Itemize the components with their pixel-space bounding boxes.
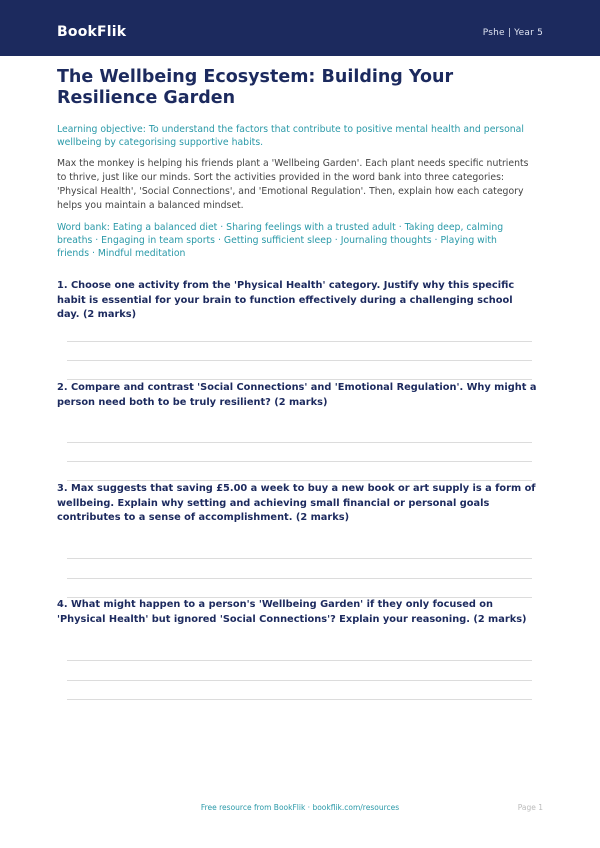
learning-objective: Learning objective: To understand the factors that contribute to positive mental health and personal wellbeing by categorising supportive habits. xyxy=(57,124,524,148)
answer-line[interactable] xyxy=(67,442,532,443)
answer-line[interactable] xyxy=(67,660,532,661)
page-number: Page 1 xyxy=(517,803,543,812)
answer-line[interactable] xyxy=(67,680,532,681)
question-2: 2. Compare and contrast 'Social Connections' and 'Emotional Regulation'. Why might a person need both to be truly resilient? (2 marks) xyxy=(57,382,537,408)
answer-line[interactable] xyxy=(67,360,532,361)
answer-line[interactable] xyxy=(67,578,532,579)
question-1: 1. Choose one activity from the 'Physical Health' category. Justify why this specific habit is essential for your brain to function effectively during a challenging school day. (2 marks) xyxy=(57,280,515,320)
question-4: 4. What might happen to a person's 'Wellbeing Garden' if they only focused on 'Physical Health' but ignored 'Social Connections'? Explain your reasoning. (2 marks) xyxy=(57,599,527,625)
subject-year-label: Pshe | Year 5 xyxy=(482,28,543,38)
answer-line[interactable] xyxy=(67,379,532,380)
question-3: 3. Max suggests that saving £5.00 a week to buy a new book or art supply is a form of wellbeing. Explain why setting and achieving small financial or personal goals contributes to a sense of accomplishment. (2 marks) xyxy=(57,483,536,523)
worksheet-title: The Wellbeing Ecosystem: Building Your Resilience Garden xyxy=(57,67,454,108)
answer-line[interactable] xyxy=(67,480,532,481)
footer-resource-link[interactable]: Free resource from BookFlik · bookflik.com/resources xyxy=(200,803,400,812)
intro-paragraph: Max the monkey is helping his friends plant a 'Wellbeing Garden'. Each plant needs specific nutrients to thrive, just like our minds. Sort the activities provided in the word bank into three categories: 'Physical Health', 'Social Connections', and 'Emotional Regulation'. Then, explain how each category helps you maintain a balanced mindset. xyxy=(57,158,529,211)
brand-logo[interactable]: BookFlik xyxy=(57,24,127,40)
answer-line[interactable] xyxy=(67,461,532,462)
answer-line[interactable] xyxy=(67,341,532,342)
word-bank: Word bank: Eating a balanced diet · Sharing feelings with a trusted adult · Taking deep, calming breaths · Engaging in team sports · Getting sufficient sleep · Journaling thoughts · Playing with friends · Mindful meditation xyxy=(57,222,504,259)
header-bar xyxy=(0,0,600,56)
answer-line[interactable] xyxy=(67,699,532,700)
answer-line[interactable] xyxy=(67,558,532,559)
